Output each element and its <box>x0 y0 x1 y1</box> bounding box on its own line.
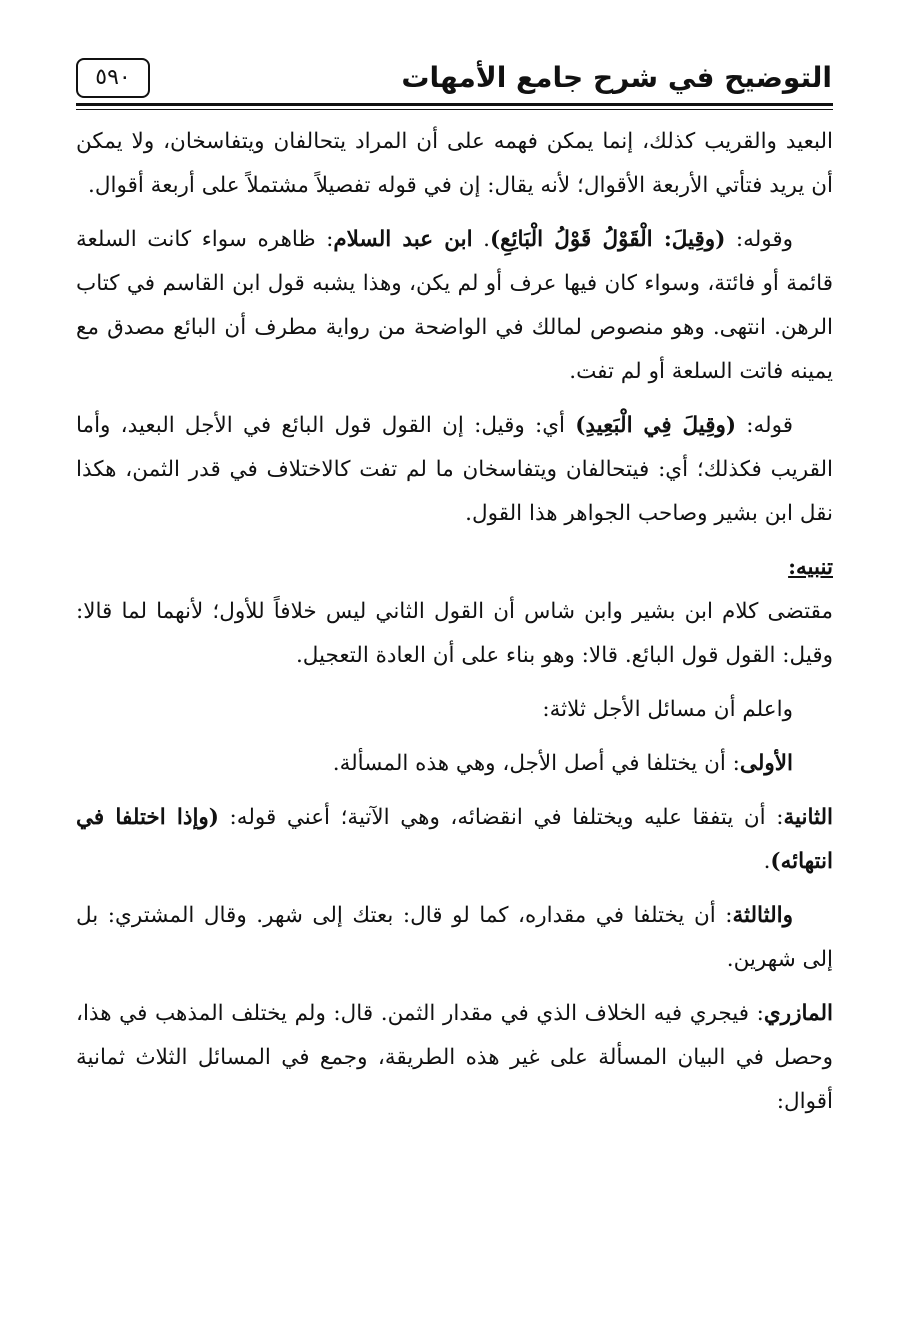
paragraph-3 <box>76 404 833 536</box>
paragraph-3-rest: أي: وقيل: إن القول قول البائع في الأجل البعيد، وأما القريب فكذلك؛ أي: فيتحالفان ويتفاسخان ما لم تفت كالاختلاف في قدر الثمن، هكذا نقل ابن بشير وصاحب الجواهر هذا القول. <box>76 413 833 526</box>
scholar-name: المازري <box>763 1001 833 1026</box>
paragraph-2 <box>76 218 833 394</box>
paragraph-1: البعيد والقريب كذلك، إنما يمكن فهمه على أن المراد يتحالفان ويتفاسخان، ولا يمكن أن يريد فتأتي الأربعة الأقوال؛ لأنه يقال: إن في قوله تفصيلاً مشتملاً على أربعة أقوال. <box>76 129 833 198</box>
paragraph-8 <box>76 894 833 982</box>
scholar-name: ابن عبد السلام <box>333 227 473 252</box>
paragraph-2-rest: : ظاهره سواء كانت السلعة قائمة أو فائتة، وسواء كان فيها عرف أو لم يكن، وهذا يشبه قول ابن القاسم في كتاب الرهن. انتهى. وهو منصوص لمالك في الواضحة من رواية مطرف أن البائع مصدق مع يمينه فاتت السلعة أو لم تفت. <box>76 227 833 384</box>
item-text: : أن يختلفا في مقداره، كما لو قال: بعتك إلى شهر. وقال المشتري: بل إلى شهرين. <box>76 903 833 972</box>
item-label: والثالثة <box>732 903 793 928</box>
note-heading: تنبيه: <box>788 555 833 580</box>
item-end: . <box>763 849 771 874</box>
paragraph-7 <box>76 796 833 884</box>
item-label: الأولى <box>739 751 793 776</box>
book-title: التوضيح في شرح جامع الأمهات <box>401 61 832 94</box>
header-rule <box>76 103 833 106</box>
item-label: الثانية <box>783 805 834 830</box>
quoted-matn: (وإذا اختلفا في انتهائه) <box>76 805 833 874</box>
quoted-matn: (وقِيلَ فِي الْبَعِيدِ) <box>575 413 737 438</box>
paragraph-4: مقتضى كلام ابن بشير وابن شاس أن القول الثاني ليس خلافاً للأول؛ لأنهما لما قالا: وقيل: القول قول البائع. قالا: وهو بناء على أن العادة التعجيل. <box>76 599 833 668</box>
item-text: : أن يتفقا عليه ويختلفا في انقضائه، وهي الآتية؛ أعني قوله: <box>219 805 784 830</box>
paragraph-9 <box>76 992 833 1124</box>
page-body <box>76 120 833 1134</box>
item-text: : أن يختلفا في أصل الأجل، وهي هذه المسألة. <box>332 751 740 776</box>
page-number: ٥٩٠ <box>76 58 150 98</box>
paragraph-2-mid: . <box>472 227 490 252</box>
item-text: : فيجري فيه الخلاف الذي في مقدار الثمن. قال: ولم يختلف المذهب في هذا، وحصل في البيان المسألة على غير هذه الطريقة، وجمع في المسائل الثلاث ثمانية أقوال: <box>76 1001 833 1114</box>
paragraph-6 <box>76 742 833 786</box>
paragraph-2-prefix: وقوله: <box>725 227 794 252</box>
paragraph-5: واعلم أن مسائل الأجل ثلاثة: <box>542 697 793 722</box>
quoted-matn: (وقِيلَ: الْقَوْلُ قَوْلُ الْبَائِعِ) <box>489 227 726 252</box>
header-rule-thin <box>76 109 833 110</box>
paragraph-3-prefix: قوله: <box>736 413 793 438</box>
